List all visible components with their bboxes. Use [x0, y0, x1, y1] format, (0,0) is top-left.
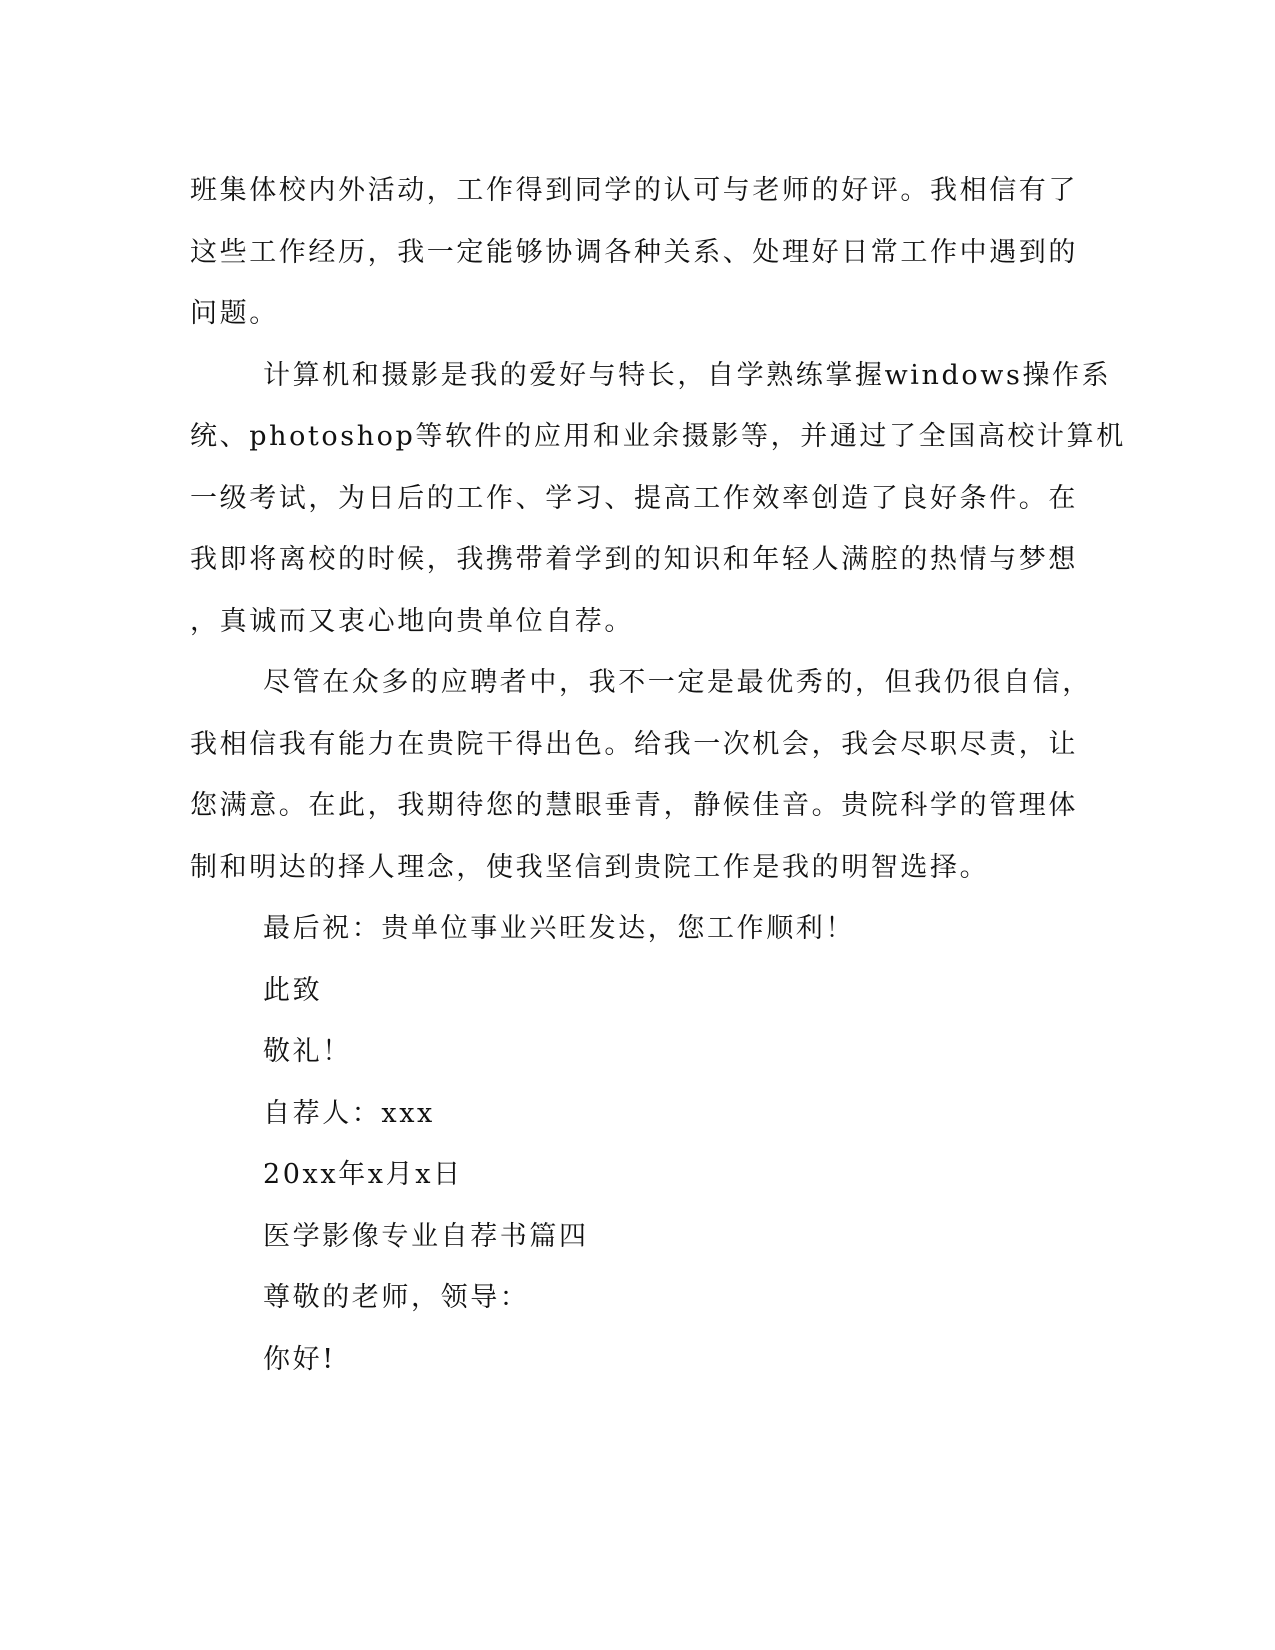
closing-wish: 最后祝：贵单位事业兴旺发达，您工作顺利！ [263, 913, 855, 944]
text-line: ，真诚而又衷心地向贵单位自荐。 [190, 605, 634, 637]
text-line: 我即将离校的时候，我携带着学到的知识和年轻人满腔的热情与梦想 [190, 544, 1078, 575]
paragraph-confidence [190, 652, 1092, 898]
text-line: 问题。 [190, 298, 279, 329]
closing-salutation-2: 敬礼！ [263, 1036, 352, 1067]
text-line: 计算机和摄影是我的爱好与特长，自学熟练掌握windows操作系 [263, 359, 1112, 391]
signer: 自荐人：xxx [263, 1097, 435, 1129]
text-line: 我相信我有能力在贵院干得出色。给我一次机会，我会尽职尽责，让 [190, 728, 1078, 760]
greeting: 尊敬的老师，领导： [263, 1282, 530, 1313]
document-body [190, 160, 1126, 1390]
text-line: 尽管在众多的应聘者中，我不一定是最优秀的，但我仍很自信， [263, 667, 1092, 698]
text-line: 统、photoshop等软件的应用和业余摄影等，并通过了全国高校计算机 [190, 421, 1126, 452]
text-line: 一级考试，为日后的工作、学习、提高工作效率创造了良好条件。在 [190, 482, 1078, 514]
text-line: 您满意。在此，我期待您的慧眼垂青，静候佳音。贵院科学的管理体 [190, 790, 1078, 821]
date: 20xx年x月x日 [263, 1159, 463, 1190]
paragraph-skills [190, 345, 1126, 653]
paragraph-activities [190, 160, 1080, 345]
hello: 你好! [263, 1343, 336, 1375]
section-title: 医学影像专业自荐书篇四 [263, 1220, 589, 1252]
text-line: 班集体校内外活动，工作得到同学的认可与老师的好评。我相信有了 [190, 175, 1078, 206]
text-line: 这些工作经历，我一定能够协调各种关系、处理好日常工作中遇到的 [190, 236, 1078, 268]
closing-salutation-1: 此致 [263, 974, 323, 1006]
text-line: 制和明达的择人理念，使我坚信到贵院工作是我的明智选择。 [190, 851, 990, 883]
